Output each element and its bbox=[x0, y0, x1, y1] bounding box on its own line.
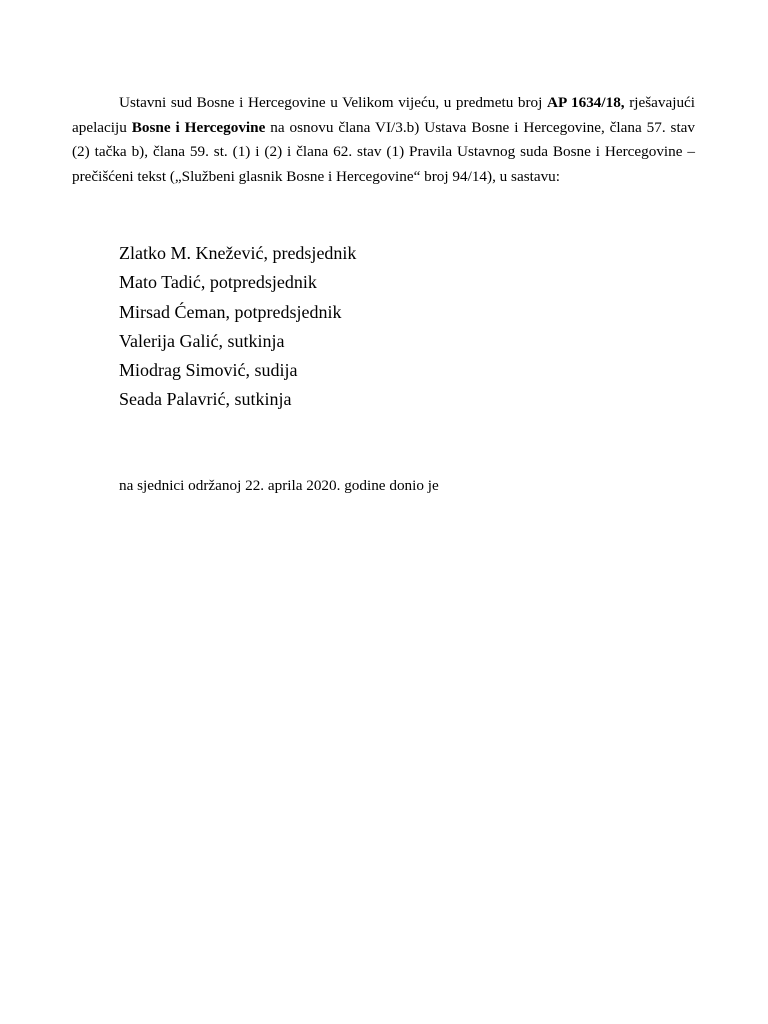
intro-paragraph bbox=[72, 91, 695, 189]
member-item: Mirsad Ćeman, potpredsjednik bbox=[119, 301, 342, 322]
member-item: Mato Tadić, potpredsjednik bbox=[119, 272, 317, 293]
intro-lead: Ustavni sud Bosne i Hercegovine u Velikom vijeću, u predmetu broj bbox=[119, 94, 547, 111]
appellant-name: Bosne i Hercegovine bbox=[131, 118, 266, 136]
member-item: Miodrag Simović, sudija bbox=[119, 360, 298, 381]
intro-mid: rješavajući apelaciju bbox=[72, 94, 696, 136]
case-number: AP 1634/18, bbox=[547, 94, 625, 111]
court-members-list bbox=[119, 239, 356, 415]
member-item: Seada Palavrić, sutkinja bbox=[119, 389, 292, 410]
session-line: na sjednici održanoj 22. aprila 2020. godine donio je bbox=[119, 477, 439, 494]
intro-tail: na osnovu člana VI/3.b) Ustava Bosne i Hercegovine, člana 57. stav (2) tačka b), člana 59. st. (1) i (2) i člana 62. stav (1) Pravila Ustavnog suda Bosne i Hercegovine – prečišćeni tekst („Službeni glasnik Bosne i Hercegovine“ broj 94/14), u sastavu: bbox=[72, 118, 696, 185]
member-item: Valerija Galić, sutkinja bbox=[119, 330, 285, 351]
member-item: Zlatko M. Knežević, predsjednik bbox=[119, 243, 357, 263]
